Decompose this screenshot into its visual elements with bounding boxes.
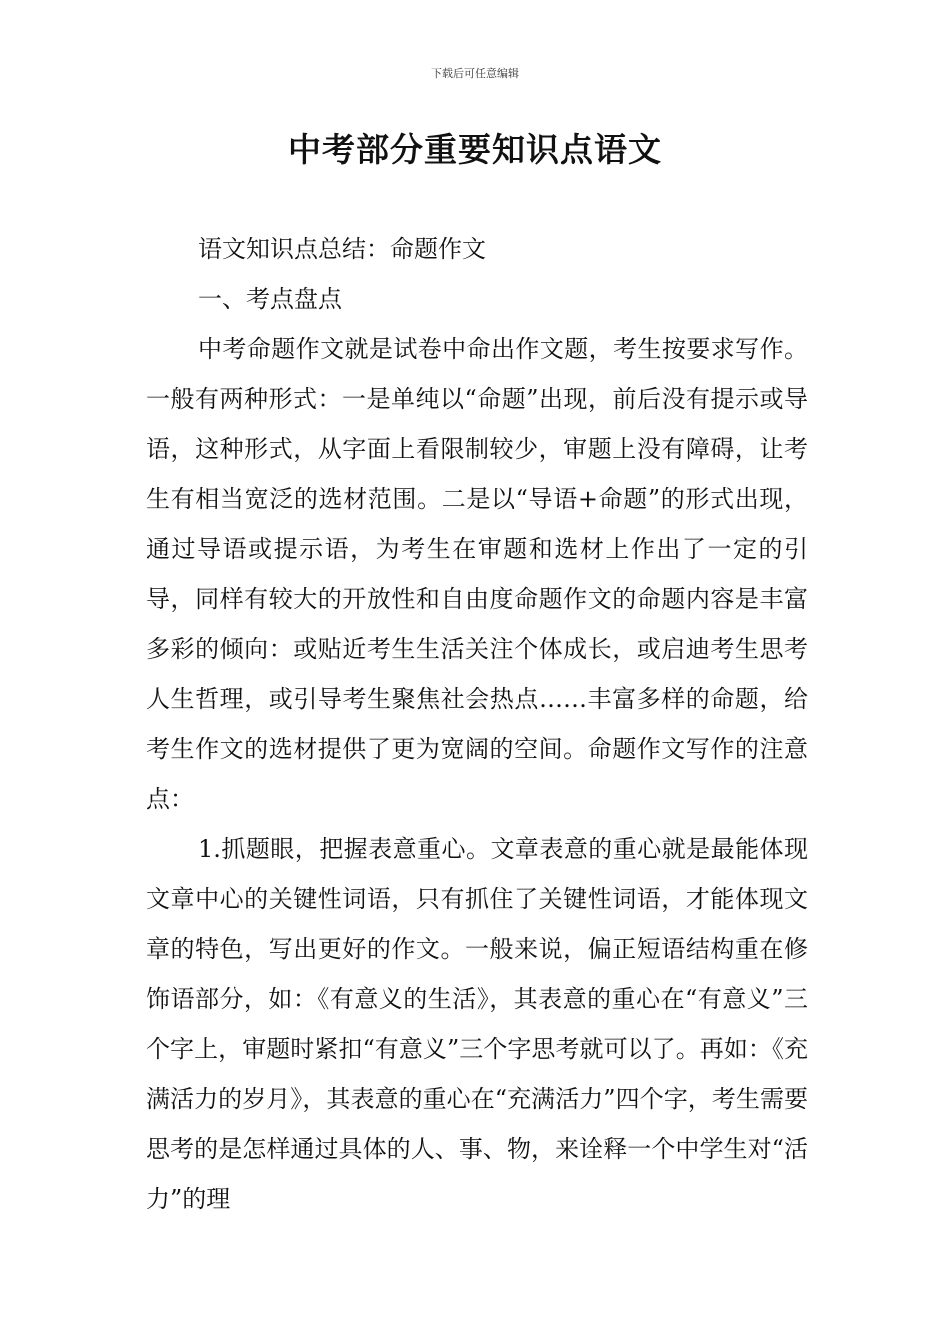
- document-body: [146, 224, 808, 1224]
- paragraph-intro: 中考命题作文就是试卷中命出作文题，考生按要求写作。一般有两种形式：一是单纯以“命题”出现，前后没有提示或导语，这种形式，从字面上看限制较少，审题上没有障碍，让考生有相当宽泛的选材范围。二是以“导语+命题”的形式出现，通过导语或提示语，为考生在审题和选材上作出了一定的引导，同样有较大的开放性和自由度命题作文的命题内容是丰富多彩的倾向：或贴近考生生活关注个体成长，或启迪考生思考人生哲理，或引导考生聚焦社会热点……丰富多样的命题，给考生作文的选材提供了更为宽阔的空间。命题作文写作的注意点：: [146, 335, 808, 813]
- paragraph-summary-heading: 语文知识点总结：命题作文: [198, 235, 486, 263]
- paragraph-point-1: 1.抓题眼，把握表意重心。文章表意的重心就是最能体现文章中心的关键性词语，只有抓住了关键性词语，才能体现文章的特色，写出更好的作文。一般来说，偏正短语结构重在修饰语部分，如：《有意义的生活》，其表意的重心在“有意义”三个字上，审题时紧扣“有意义”三个字思考就可以了。再如：《充满活力的岁月》，其表意的重心在“充满活力”四个字，考生需要思考的是怎样通过具体的人、事、物，来诠释一个中学生对“活力”的理: [146, 835, 808, 1213]
- paragraph-section-heading: 一、考点盘点: [198, 285, 342, 313]
- header-note: 下载后可任意编辑: [431, 67, 519, 80]
- document-title: 中考部分重要知识点语文: [288, 130, 662, 169]
